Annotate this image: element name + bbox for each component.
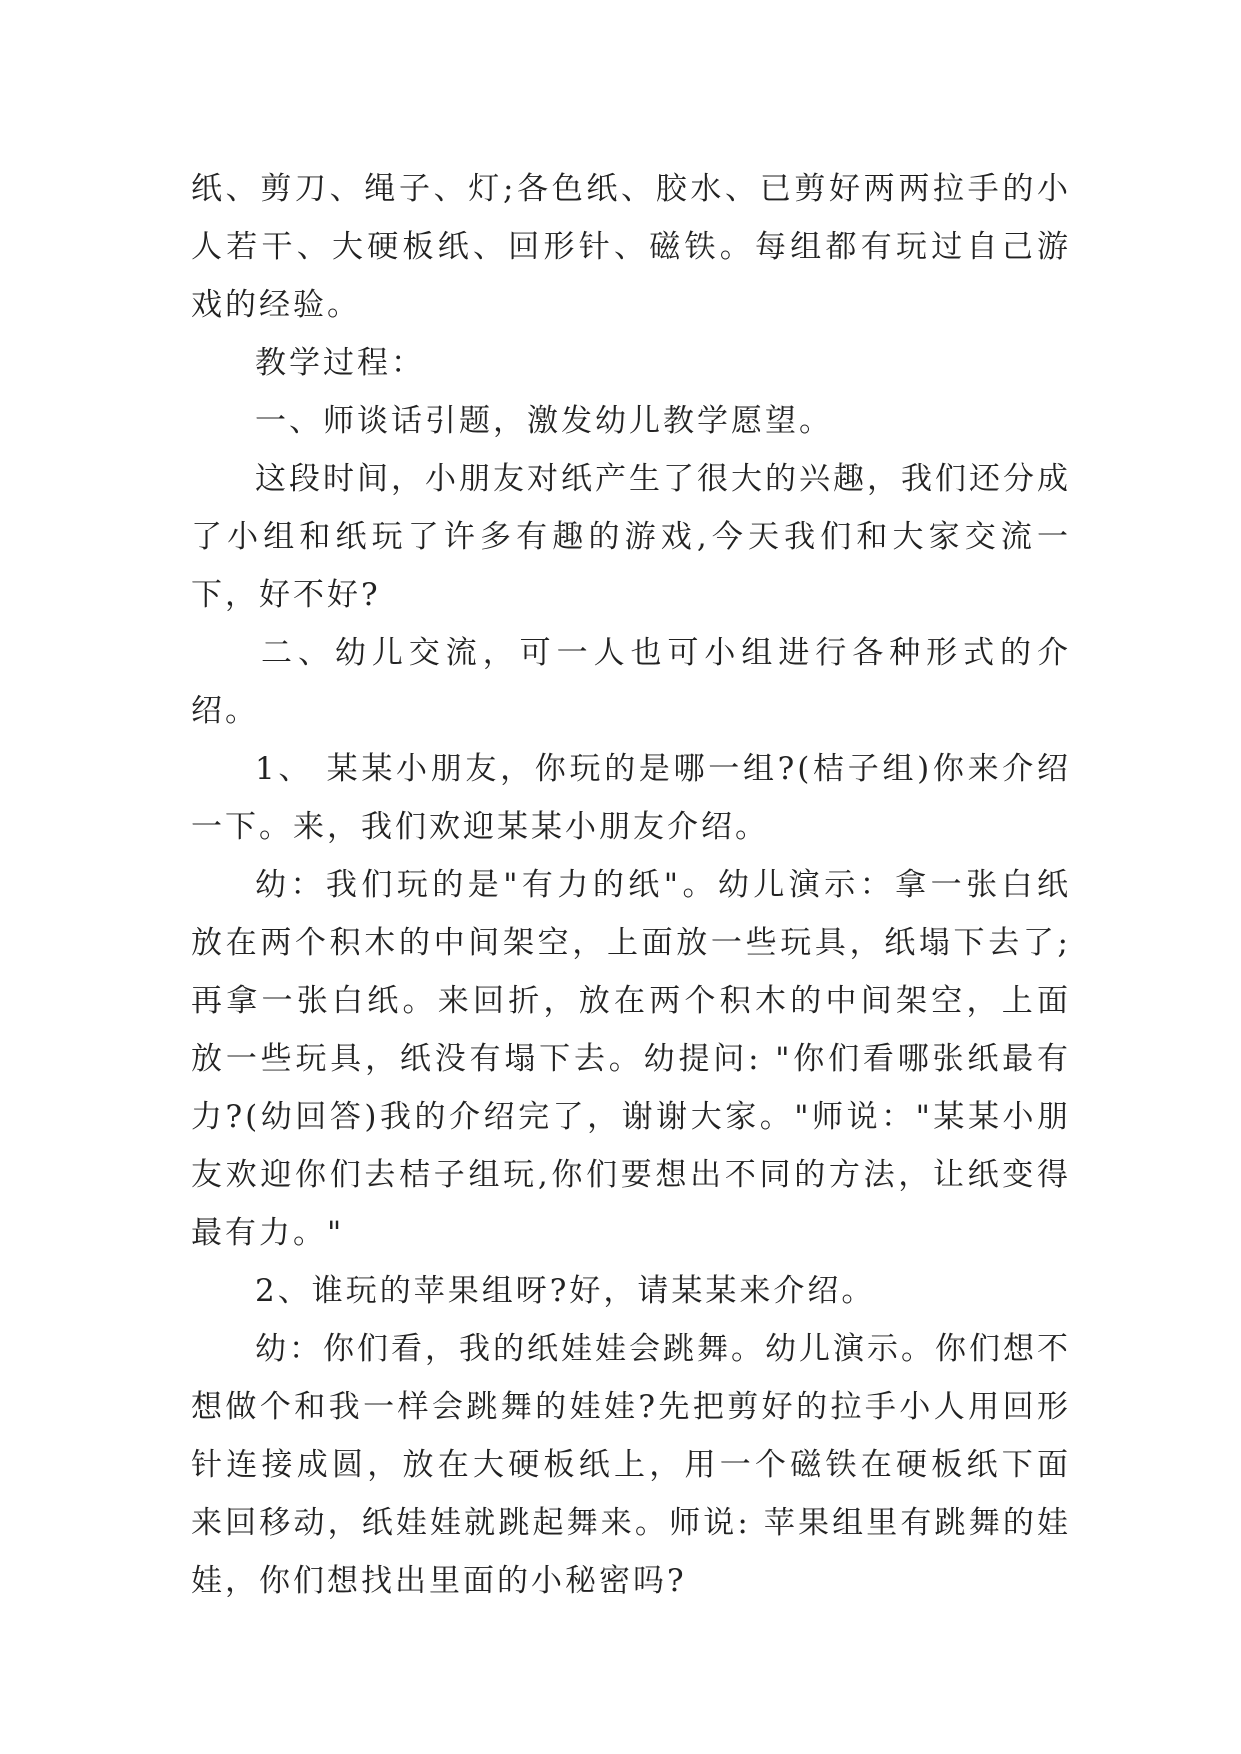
document-body — [191, 160, 1071, 1610]
paragraph-step-one: 一、师谈话引题，激发幼儿教学愿望。 — [255, 403, 833, 439]
paragraph-apple-group: 2、谁玩的苹果组呀?好，请某某来介绍。 — [255, 1273, 876, 1309]
paragraph-process-heading: 教学过程： — [255, 345, 425, 381]
paragraph-step-two: 二、幼儿交流，可一人也可小组进行各种形式的介绍。 — [191, 635, 1071, 729]
paragraph-materials: 纸、剪刀、绳子、灯;各色纸、胶水、已剪好两两拉手的小人若干、大硬板纸、回形针、磁铁。每组都有玩过自己游戏的经验。 — [191, 171, 1071, 323]
paragraph-orange-group: 1、 某某小朋友，你玩的是哪一组?(桔子组)你来介绍一下。来，我们欢迎某某小朋友介绍。 — [191, 751, 1071, 845]
paragraph-dancing-doll: 幼：你们看，我的纸娃娃会跳舞。幼儿演示。你们想不想做个和我一样会跳舞的娃娃?先把剪好的拉手小人用回形针连接成圆，放在大硬板纸上，用一个磁铁在硬板纸下面来回移动，纸娃娃就跳起舞来。师说: 苹果组里有跳舞的娃娃，你们想找出里面的小秘密吗? — [191, 1331, 1071, 1599]
paragraph-intro-talk: 这段时间，小朋友对纸产生了很大的兴趣，我们还分成了小组和纸玩了许多有趣的游戏,今天我们和大家交流一下，好不好? — [191, 461, 1071, 613]
paragraph-strong-paper: 幼：我们玩的是"有力的纸"。幼儿演示：拿一张白纸放在两个积木的中间架空，上面放一些玩具，纸塌下去了;再拿一张白纸。来回折，放在两个积木的中间架空，上面放一些玩具，纸没有塌下去。幼提问: "你们看哪张纸最有力?(幼回答)我的介绍完了，谢谢大家。"师说："某某小朋友欢迎你们去桔子组玩,你们要想出不同的方法，让纸变得最有力。" — [191, 867, 1071, 1251]
